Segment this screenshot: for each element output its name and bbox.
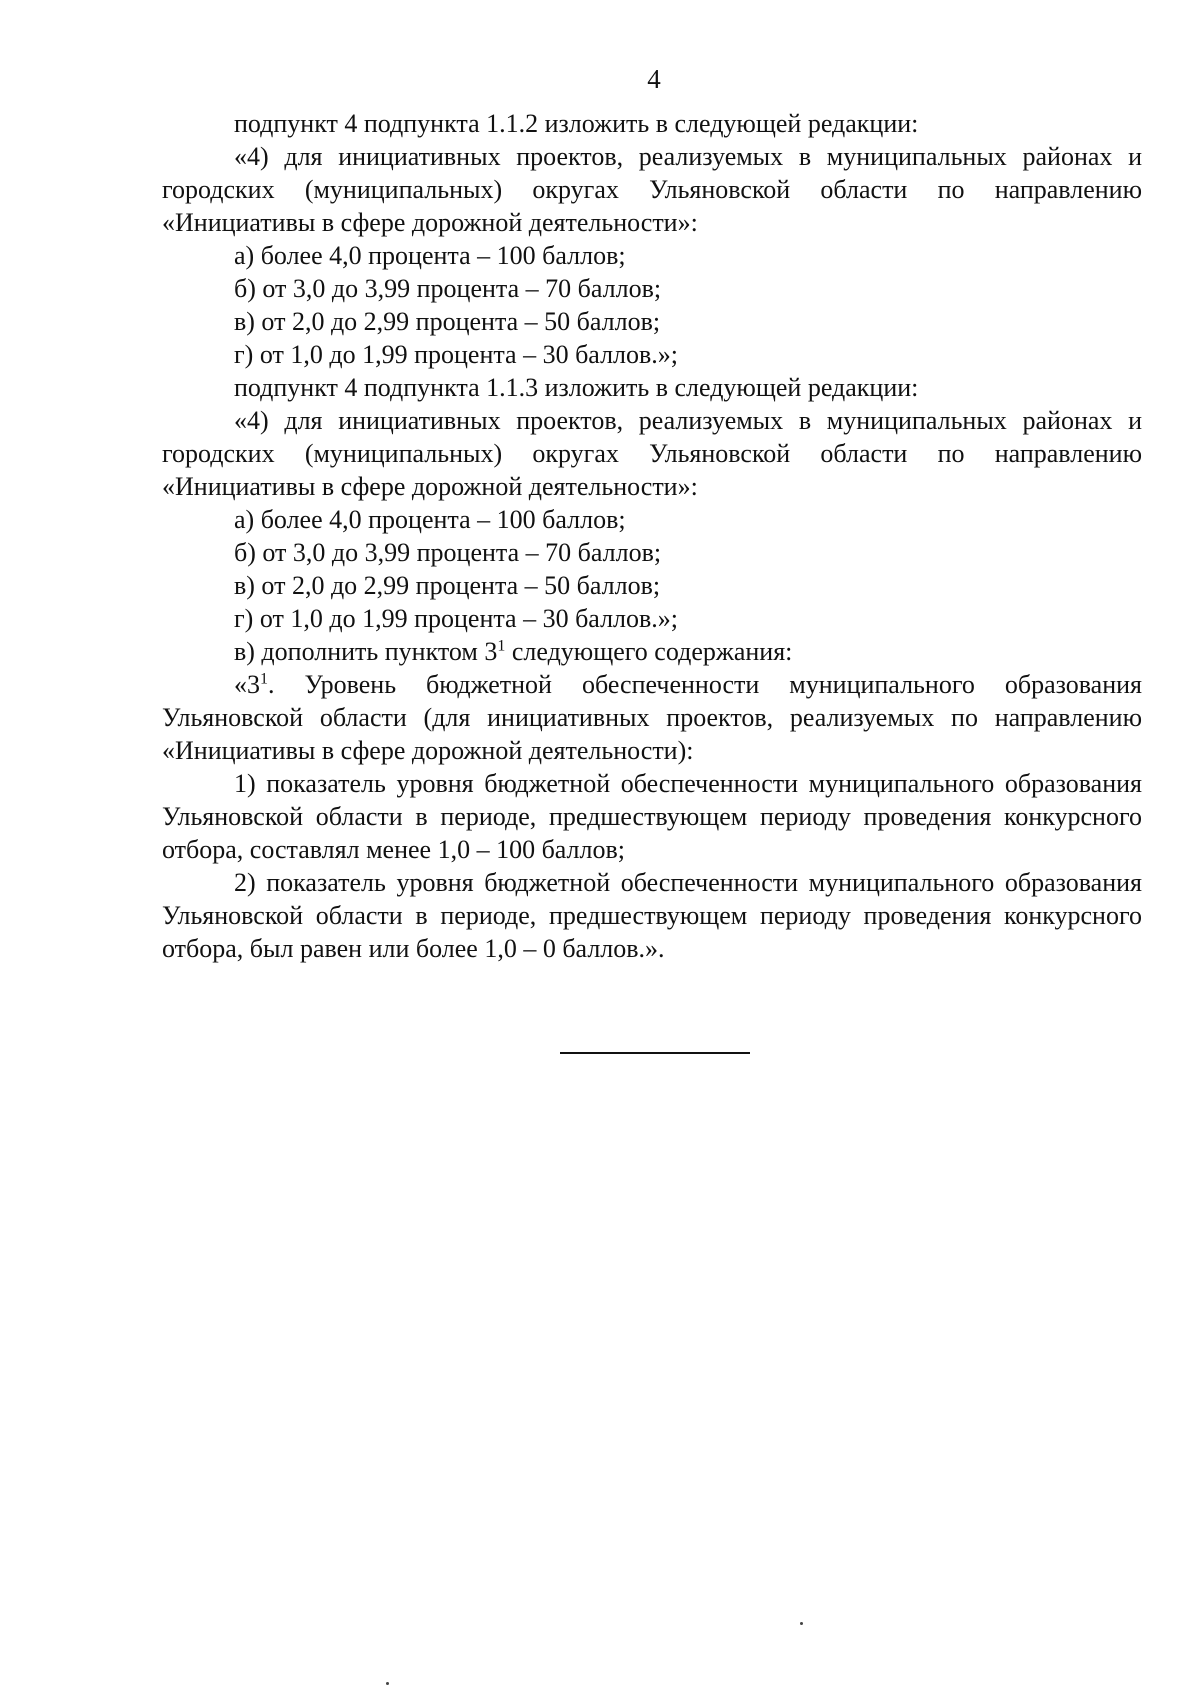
end-divider (560, 1052, 750, 1054)
list-item-v-1: в) от 2,0 до 2,99 процента – 50 баллов; (234, 307, 661, 336)
add-point-superscript: 1 (497, 637, 506, 655)
document-body (162, 107, 1142, 965)
scan-speck (386, 1682, 389, 1685)
paragraph-indicator-1: 1) показатель уровня бюджетной обеспеченности муниципального образования Ульяновской области в периоде, предшествующем периоду проведения конкурсного отбора, составлял менее 1,0 – 100 баллов; (162, 769, 1142, 864)
paragraph-initiative-projects-1: «4) для инициативных проектов, реализуемых в муниципальных районах и городских (муниципальных) округах Ульяновской области по направлению «Инициативы в сфере дорожной деятельности»: (162, 142, 1142, 237)
paragraph-subpoint-1-1-2: подпункт 4 подпункта 1.1.2 изложить в следующей редакции: (234, 109, 919, 138)
paragraph-add-point (162, 635, 1142, 668)
add-point-text-tail: следующего содержания: (505, 637, 793, 666)
paragraph-subpoint-1-1-3: подпункт 4 подпункта 1.1.3 изложить в следующей редакции: (234, 373, 919, 402)
budget-level-text: «3 (234, 670, 260, 699)
add-point-text: в) дополнить пунктом 3 (234, 637, 498, 666)
paragraph-indicator-2: 2) показатель уровня бюджетной обеспеченности муниципального образования Ульяновской области в периоде, предшествующем периоду проведения конкурсного отбора, был равен или более 1,0 – 0 баллов.». (162, 868, 1142, 963)
list-item-b-2: б) от 3,0 до 3,99 процента – 70 баллов; (234, 538, 662, 567)
list-item-a-1: а) более 4,0 процента – 100 баллов; (234, 241, 626, 270)
list-item-v-2: в) от 2,0 до 2,99 процента – 50 баллов; (234, 571, 661, 600)
paragraph-budget-level (162, 668, 1142, 767)
page-number: 4 (647, 64, 661, 94)
budget-level-text-tail: . Уровень бюджетной обеспеченности муниципального образования Ульяновской области (для инициативных проектов, реализуемых по направлению «Инициативы в сфере дорожной деятельности): (162, 670, 1142, 765)
scan-speck (800, 1622, 803, 1625)
list-item-g-1: г) от 1,0 до 1,99 процента – 30 баллов.»; (234, 340, 679, 369)
list-item-b-1: б) от 3,0 до 3,99 процента – 70 баллов; (234, 274, 662, 303)
list-item-a-2: а) более 4,0 процента – 100 баллов; (234, 505, 626, 534)
budget-level-superscript: 1 (260, 670, 268, 688)
list-item-g-2: г) от 1,0 до 1,99 процента – 30 баллов.»; (234, 604, 679, 633)
paragraph-initiative-projects-2: «4) для инициативных проектов, реализуемых в муниципальных районах и городских (муниципальных) округах Ульяновской области по направлению «Инициативы в сфере дорожной деятельности»: (162, 406, 1142, 501)
